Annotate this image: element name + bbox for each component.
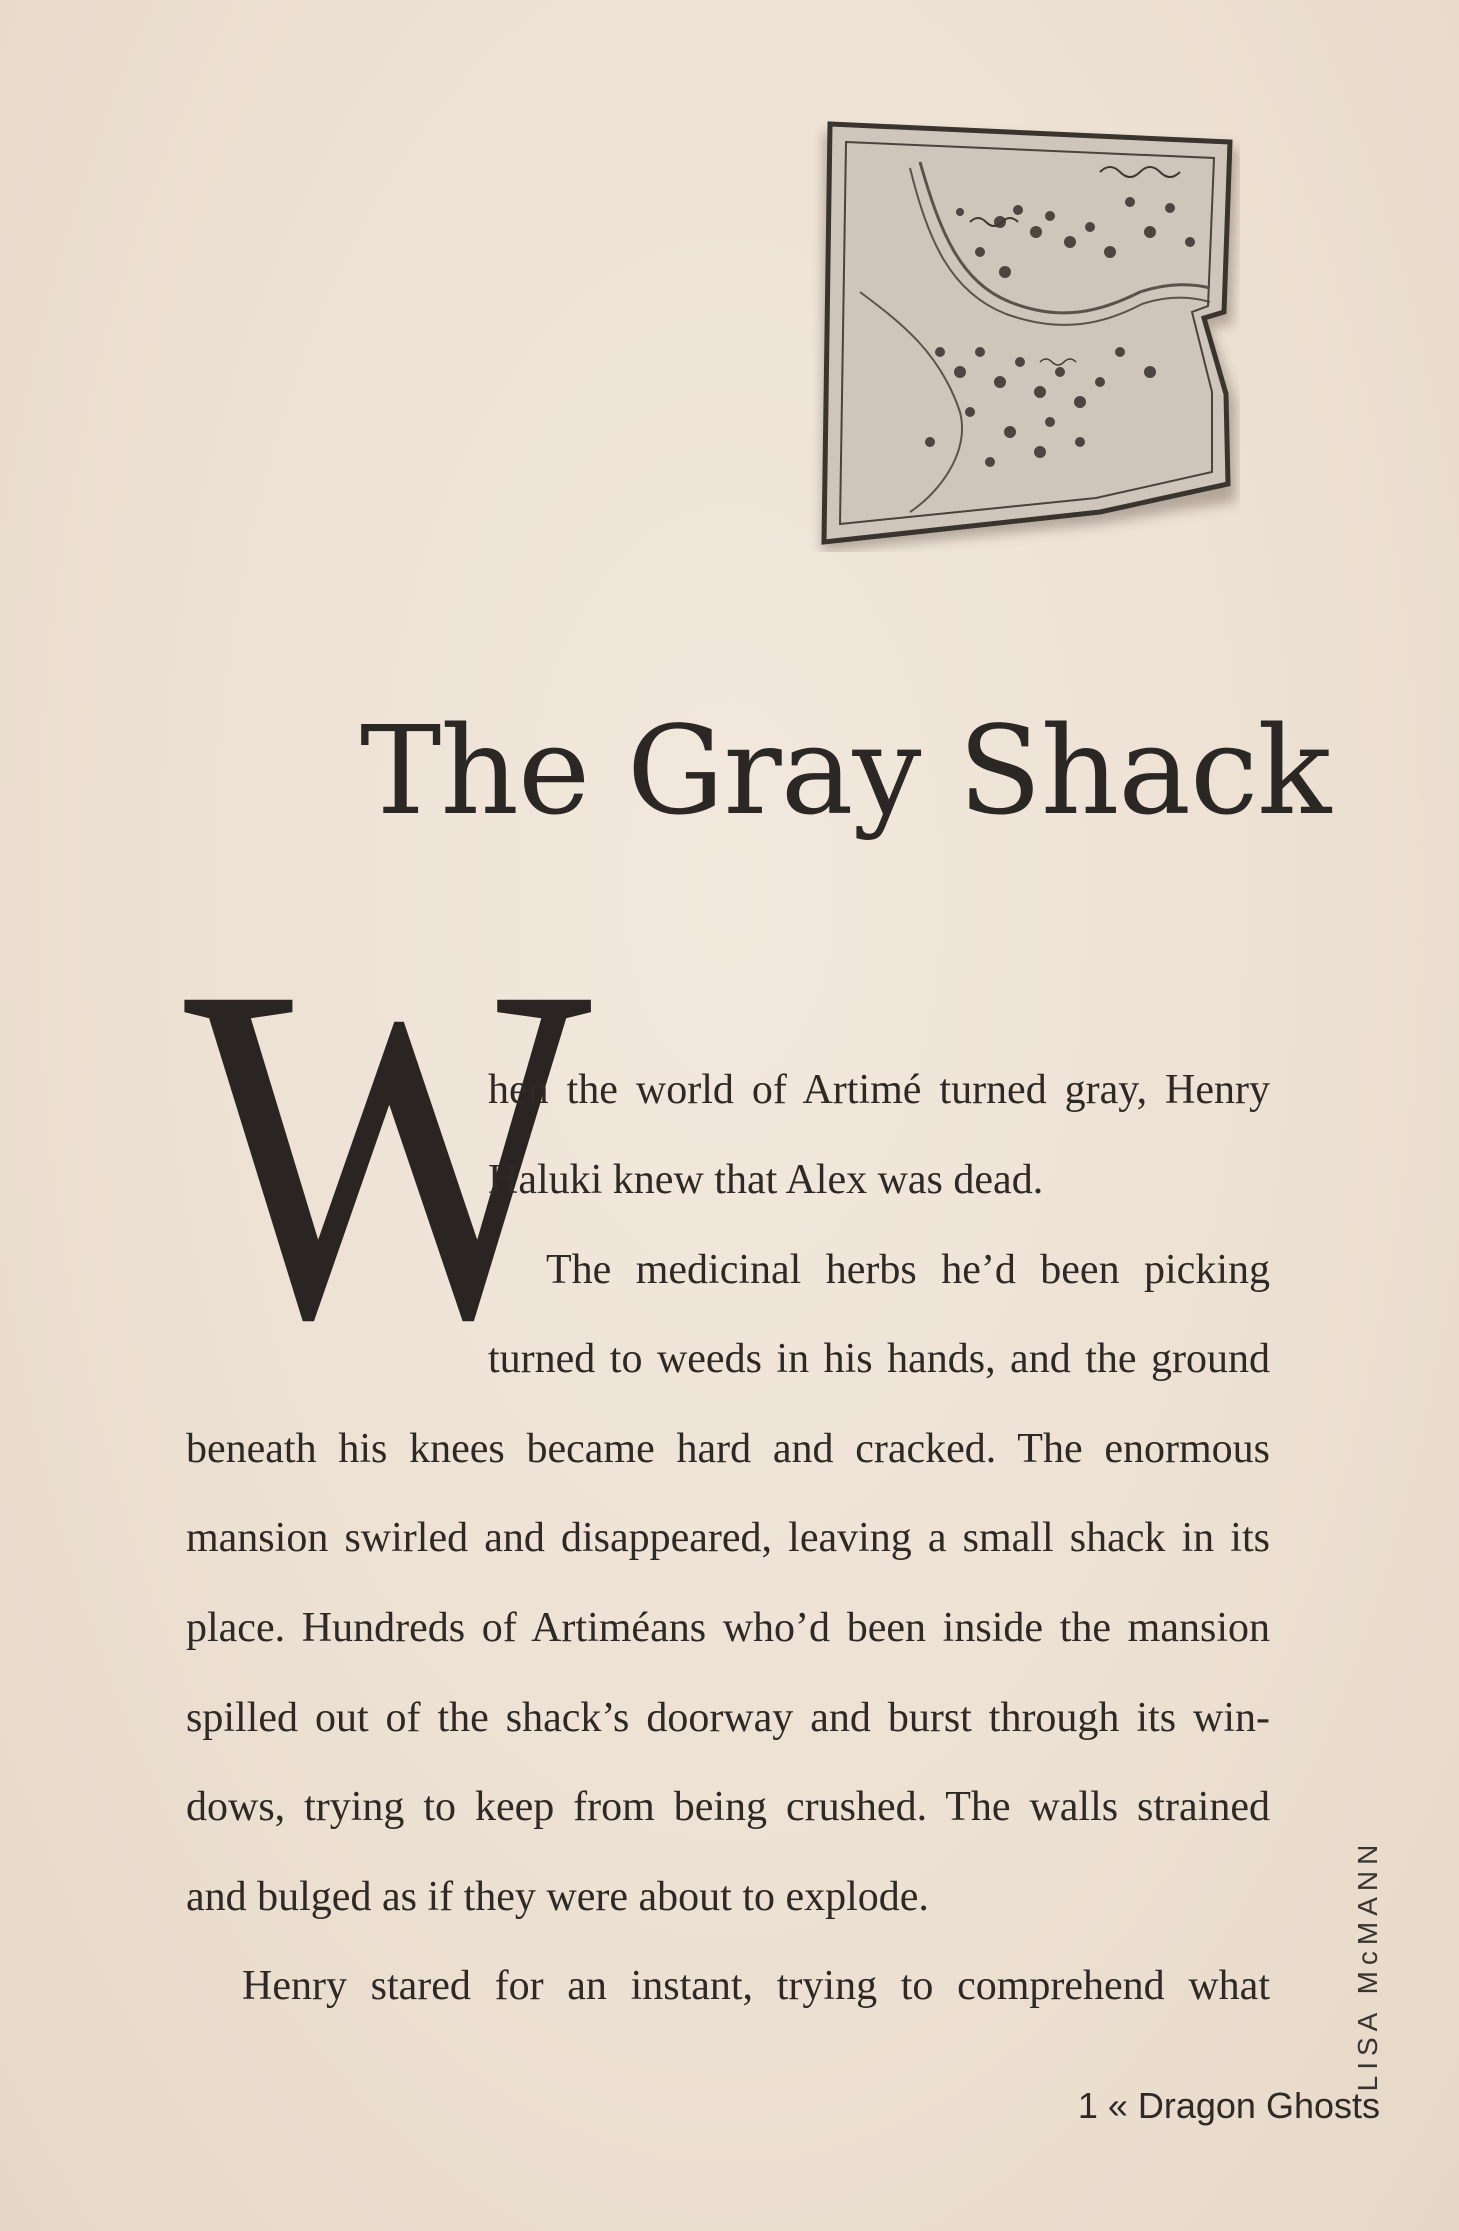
body-line-4: turned to weeds in his hands, and the ground — [488, 1336, 1270, 1382]
author-name-text: LISA McMANN — [1352, 1838, 1383, 2092]
body-line-2: Haluki knew that Alex was dead. — [488, 1157, 1044, 1203]
body-line-6: mansion swirled and disappeared, leaving a small shack in its — [186, 1515, 1270, 1561]
body-line-5: beneath his knees became hard and cracked. The enormous — [186, 1426, 1270, 1472]
body-line-1: hen the world of Artimé turned gray, Henry — [488, 1067, 1270, 1113]
map-illustration — [800, 112, 1240, 552]
drop-cap: W — [184, 886, 592, 1418]
body-line-10: and bulged as if they were about to explode. — [186, 1874, 929, 1920]
body-line-3: The medicinal herbs he’d been picking — [546, 1247, 1270, 1293]
body-line-11: Henry stared for an instant, trying to comprehend what — [242, 1963, 1270, 2009]
body-line-9: dows, trying to keep from being crushed. The walls strained — [186, 1784, 1270, 1830]
chapter-title: The Gray Shack — [360, 700, 1331, 842]
page-folio: 1 « Dragon Ghosts — [1077, 2085, 1380, 2126]
author-name — [1338, 1810, 1398, 2120]
body-line-8: spilled out of the shack’s doorway and burst through its win- — [186, 1695, 1270, 1741]
body-line-7: place. Hundreds of Artiméans who’d been inside the mansion — [186, 1605, 1270, 1651]
